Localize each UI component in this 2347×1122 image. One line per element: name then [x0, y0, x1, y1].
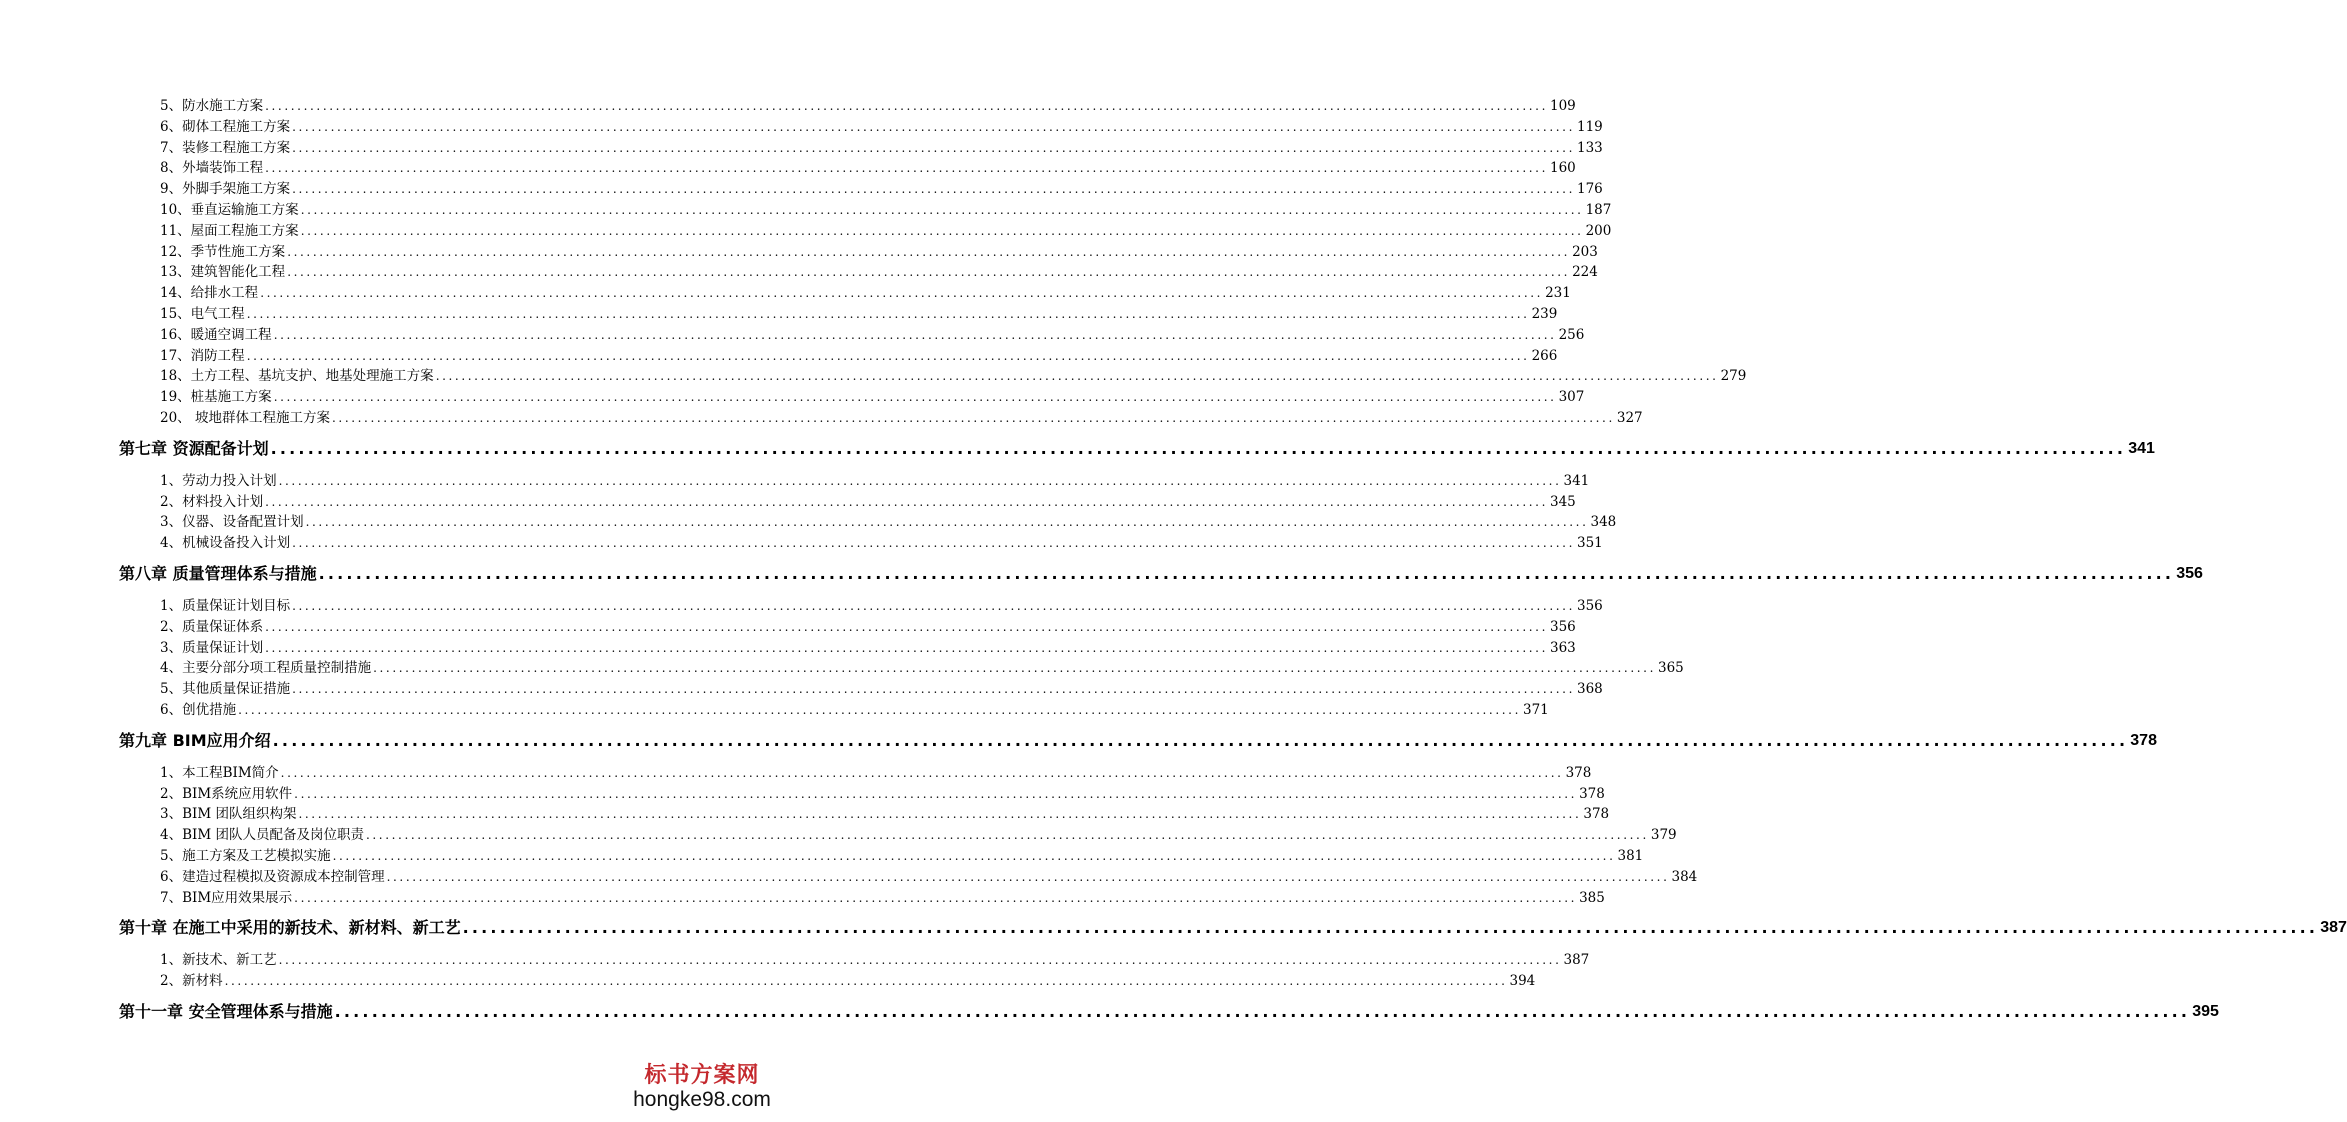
toc-entry-title: 20、 坡地群体工程施工方案 [160, 410, 330, 426]
toc-entry[interactable] [160, 825, 1677, 845]
toc-entry-title: 7、BIM应用效果展示 [160, 889, 293, 906]
toc-entry[interactable] [160, 158, 1576, 178]
toc-entry-title: 3、BIM 团队组织构架 [160, 806, 297, 823]
toc-entry-title: 4、BIM 团队人员配备及岗位职责 [160, 827, 364, 844]
toc-entry-title: 2、新材料 [160, 973, 223, 990]
toc-entry-page-number: 387 [1563, 952, 1590, 969]
toc-entry-page-number: 341 [2128, 439, 2155, 457]
toc-entry-page-number: 387 [2320, 919, 2347, 937]
toc-entry-page-number: 379 [1650, 827, 1677, 844]
toc-entry-page-number: 119 [1576, 118, 1603, 135]
toc-entry-title: 18、土方工程、基坑支护、地基处理施工方案 [160, 368, 434, 385]
toc-entry-page-number: 384 [1671, 868, 1698, 885]
toc-entry[interactable] [160, 763, 1592, 783]
toc-entry[interactable] [160, 658, 1684, 678]
toc-entry-page-number: 279 [1720, 368, 1747, 385]
dot-leader: ........................................................................................................................................................................................................ [265, 161, 1548, 176]
toc-entry-title: 14、给排水工程 [160, 285, 259, 302]
watermark-url: hongke98.com [633, 1088, 771, 1111]
dot-leader: ........................................................................................................................................................................................................ [278, 473, 1562, 488]
dot-leader: ........................................................................................................................................................................................................ [298, 807, 1582, 822]
toc-entry[interactable] [160, 638, 1576, 658]
toc-entry-title: 第八章 质量管理体系与措施 [119, 564, 317, 583]
toc-entry-title: 2、BIM系统应用软件 [160, 785, 293, 802]
toc-entry-page-number: 356 [1576, 598, 1603, 614]
toc-entry-page-number: 176 [1576, 181, 1603, 198]
toc-entry[interactable] [160, 262, 1598, 282]
dot-leader: ........................................................................................................................................................................................................ [435, 369, 1719, 384]
dot-leader: ........................................................................................................................................................................................................ [294, 890, 1578, 905]
toc-entry-page-number: 381 [1617, 848, 1644, 864]
toc-entry-page-number: 224 [1572, 264, 1598, 281]
dot-leader: ........................................................................................................................................................................................................ [287, 265, 1571, 280]
toc-chapter-entry[interactable] [119, 916, 2347, 940]
dot-leader: ........................................................................................................................................................................................................ [300, 223, 1584, 238]
toc-chapter-entry[interactable] [119, 729, 2157, 753]
toc-entry-page-number: 356 [2176, 565, 2203, 582]
toc-entry-title: 5、施工方案及工艺模拟实施 [160, 848, 331, 864]
toc-entry[interactable] [160, 971, 1536, 991]
toc-entry[interactable] [160, 784, 1605, 804]
dot-leader: ........................................................................................................................................................................................................ [300, 203, 1584, 217]
toc-entry-title: 15、电气工程 [160, 306, 245, 322]
toc-entry-title: 4、机械设备投入计划 [160, 535, 291, 552]
dot-leader: ........................................................................................................................................................................................................ [246, 307, 1530, 321]
toc-entry-title: 第七章 资源配备计划 [119, 438, 269, 458]
toc-entry-page-number: 348 [1590, 514, 1617, 531]
toc-entry-page-number: 187 [1585, 202, 1612, 218]
toc-entry-title: 11、屋面工程施工方案 [160, 222, 299, 239]
toc-entry-title: 16、暖通空调工程 [160, 326, 272, 343]
toc-entry-title: 1、质量保证计划目标 [160, 598, 291, 614]
toc-entry[interactable] [160, 617, 1576, 637]
toc-chapter-entry[interactable] [119, 437, 2155, 461]
dot-leader: ........................................................................................................................................................................................................ [294, 786, 1578, 801]
toc-entry-page-number: 394 [1509, 973, 1536, 990]
toc-entry-title: 6、建造过程模拟及资源成本控制管理 [160, 868, 385, 885]
toc-entry-title: 3、仪器、设备配置计划 [160, 514, 304, 531]
dot-leader: ........................................................................................................................................................................................................ [292, 182, 1575, 197]
toc-chapter-entry[interactable] [119, 1000, 2219, 1024]
dot-leader: ........................................................................................................................................................................................................ [292, 599, 1575, 613]
toc-entry[interactable] [160, 471, 1590, 491]
dot-leader: ........................................................................................................................................................................................................ [273, 327, 1557, 342]
dot-leader: ........................................................................................................................................................................................................ [260, 286, 1544, 301]
toc-entry-title: 第十一章 安全管理体系与措施 [119, 1002, 333, 1021]
toc-entry-title: 4、主要分部分项工程质量控制措施 [160, 660, 372, 677]
toc-entry-title: 1、劳动力投入计划 [160, 472, 277, 489]
toc-entry[interactable] [160, 867, 1698, 887]
toc-entry-title: 7、装修工程施工方案 [160, 139, 291, 156]
dot-leader: ........................................................................................................................................................................................................ [331, 411, 1615, 425]
toc-entry[interactable] [160, 221, 1612, 241]
toc-entry-page-number: 378 [1579, 785, 1605, 802]
toc-entry-page-number: 266 [1531, 347, 1558, 364]
toc-entry-page-number: 395 [2192, 1003, 2219, 1020]
dot-leader: ........................................................................................................................................................................................................ [273, 390, 1557, 405]
toc-entry[interactable] [160, 325, 1585, 345]
dot-leader: ........................................................................................................................................................................................................ [270, 438, 2127, 458]
toc-entry[interactable] [160, 596, 1603, 616]
toc-entry-title: 6、创优措施 [160, 702, 237, 718]
toc-entry-page-number: 307 [1558, 389, 1585, 406]
dot-leader: ........................................................................................................................................................................................................ [462, 918, 2319, 938]
toc-entry-page-number: 133 [1576, 139, 1603, 156]
dot-leader: ........................................................................................................................................................................................................ [318, 564, 2175, 583]
toc-entry-page-number: 231 [1545, 285, 1571, 302]
toc-entry-page-number: 385 [1579, 889, 1605, 906]
dot-leader: ........................................................................................................................................................................................................ [265, 99, 1548, 113]
toc-entry[interactable] [160, 138, 1603, 158]
dot-leader: ........................................................................................................................................................................................................ [292, 682, 1575, 697]
dot-leader: ........................................................................................................................................................................................................ [373, 661, 1656, 676]
toc-entry-title: 13、建筑智能化工程 [160, 264, 286, 281]
dot-leader: ........................................................................................................................................................................................................ [246, 348, 1530, 363]
toc-entry[interactable] [160, 200, 1612, 220]
toc-entry[interactable] [160, 804, 1610, 824]
toc-entry-title: 2、质量保证体系 [160, 618, 264, 635]
toc-entry-title: 5、其他质量保证措施 [160, 681, 291, 698]
toc-entry-page-number: 203 [1572, 243, 1598, 260]
dot-leader: ........................................................................................................................................................................................................ [334, 1002, 2191, 1021]
toc-entry-page-number: 378 [1565, 764, 1592, 781]
dot-leader: ........................................................................................................................................................................................................ [265, 494, 1548, 509]
dot-leader: ........................................................................................................................................................................................................ [305, 515, 1589, 530]
toc-entry[interactable] [160, 888, 1605, 908]
toc-entry-page-number: 239 [1531, 306, 1558, 322]
toc-entry-title: 19、桩基施工方案 [160, 389, 272, 406]
dot-leader: ........................................................................................................................................................................................................ [278, 953, 1562, 968]
toc-entry-title: 5、防水施工方案 [160, 98, 264, 114]
toc-entry[interactable] [160, 679, 1603, 699]
dot-leader: ........................................................................................................................................................................................................ [265, 619, 1548, 634]
dot-leader: ........................................................................................................................................................................................................ [386, 869, 1670, 884]
dot-leader: ........................................................................................................................................................................................................ [292, 536, 1575, 551]
toc-entry-page-number: 365 [1657, 660, 1684, 677]
dot-leader: ........................................................................................................................................................................................................ [292, 119, 1575, 134]
toc-entry-title: 17、消防工程 [160, 347, 245, 364]
toc-entry[interactable] [160, 533, 1603, 553]
dot-leader: ........................................................................................................................................................................................................ [238, 703, 1521, 717]
dot-leader: ........................................................................................................................................................................................................ [265, 640, 1548, 655]
toc-entry[interactable] [160, 492, 1576, 512]
toc-entry-page-number: 256 [1558, 326, 1585, 343]
toc-entry-page-number: 356 [1549, 618, 1576, 635]
toc-entry[interactable] [160, 512, 1617, 532]
toc-entry-title: 8、外墙装饰工程 [160, 160, 264, 177]
toc-entry-page-number: 351 [1576, 535, 1603, 552]
toc-entry[interactable] [160, 408, 1643, 428]
toc-entry[interactable] [160, 846, 1644, 866]
dot-leader: ........................................................................................................................................................................................................ [287, 244, 1571, 259]
dot-leader: ........................................................................................................................................................................................................ [280, 765, 1564, 780]
toc-entry-page-number: 371 [1522, 702, 1549, 718]
toc-entry-page-number: 363 [1549, 639, 1576, 656]
dot-leader: ........................................................................................................................................................................................................ [272, 730, 2129, 750]
toc-entry[interactable] [160, 366, 1747, 386]
watermark-site-name: 标书方案网 [644, 1062, 760, 1088]
toc-entry[interactable] [160, 387, 1585, 407]
toc-entry-page-number: 345 [1549, 493, 1576, 510]
toc-entry[interactable] [160, 179, 1603, 199]
toc-chapter-entry[interactable] [119, 562, 2203, 586]
toc-entry[interactable] [160, 117, 1603, 137]
toc-entry-title: 第十章 在施工中采用的新技术、新材料、新工艺 [119, 918, 461, 938]
toc-entry-title: 第九章 BIM应用介绍 [119, 730, 271, 750]
toc-entry[interactable] [160, 96, 1576, 116]
toc-entry-title: 1、新技术、新工艺 [160, 952, 277, 969]
toc-entry-title: 6、砌体工程施工方案 [160, 118, 291, 135]
toc-entry-title: 10、垂直运输施工方案 [160, 202, 299, 218]
toc-entry[interactable] [160, 242, 1598, 262]
toc-entry-page-number: 327 [1616, 410, 1643, 426]
dot-leader: ........................................................................................................................................................................................................ [365, 828, 1649, 843]
toc-entry-page-number: 368 [1576, 681, 1603, 698]
watermark-logo [627, 1062, 777, 1112]
toc-entry-page-number: 378 [2130, 731, 2157, 749]
toc-entry-title: 1、本工程BIM简介 [160, 764, 279, 781]
toc-entry-page-number: 160 [1549, 160, 1576, 177]
toc-entry-page-number: 341 [1563, 472, 1590, 489]
toc-entry[interactable] [160, 700, 1549, 720]
toc-entry[interactable] [160, 283, 1571, 303]
toc-entry-page-number: 378 [1583, 806, 1610, 823]
toc-entry[interactable] [160, 304, 1558, 324]
toc-entry-title: 2、材料投入计划 [160, 493, 264, 510]
toc-entry-title: 9、外脚手架施工方案 [160, 181, 291, 198]
toc-entry[interactable] [160, 346, 1558, 366]
toc-entry-page-number: 200 [1585, 222, 1612, 239]
toc-entry-title: 12、季节性施工方案 [160, 243, 286, 260]
dot-leader: ........................................................................................................................................................................................................ [224, 974, 1508, 989]
toc-entry-page-number: 109 [1549, 98, 1576, 114]
dot-leader: ........................................................................................................................................................................................................ [332, 849, 1616, 863]
toc-entry-title: 3、质量保证计划 [160, 639, 264, 656]
dot-leader: ........................................................................................................................................................................................................ [292, 140, 1575, 155]
toc-entry[interactable] [160, 950, 1590, 970]
